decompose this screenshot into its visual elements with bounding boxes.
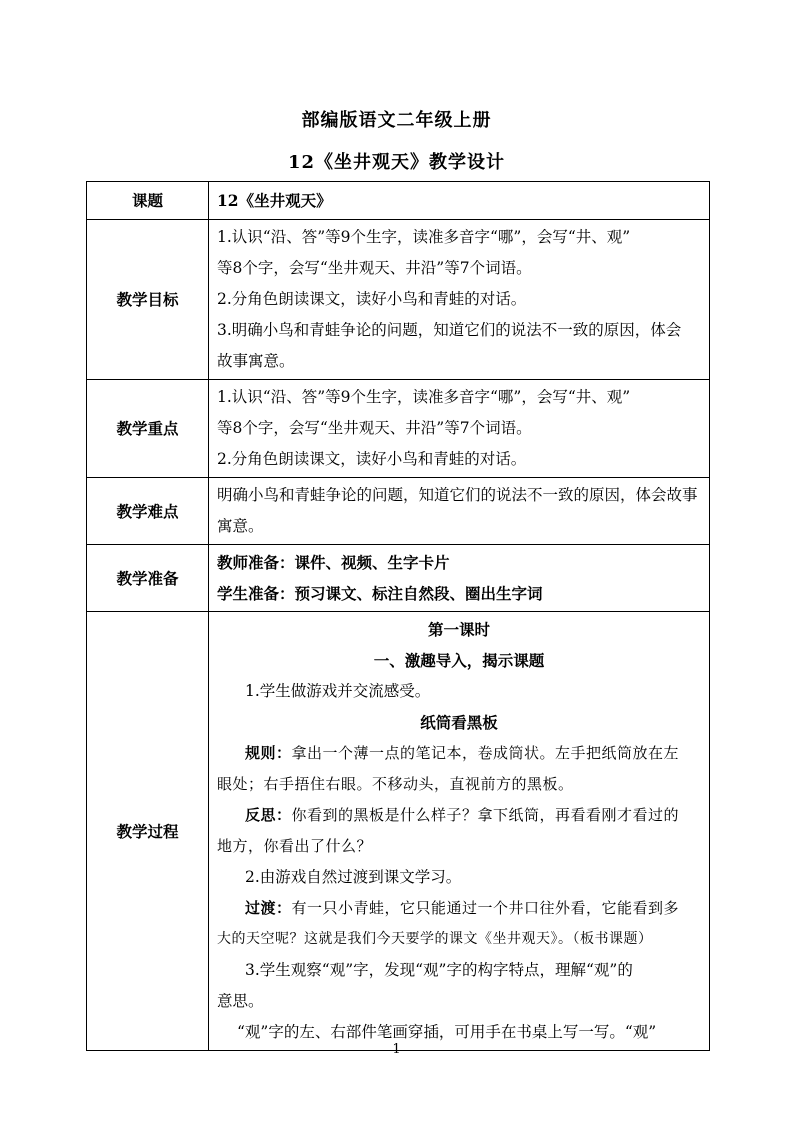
rule-label: 规则： <box>245 744 292 762</box>
rule-line-2: 眼处；右手捂住右眼。不移动头，直视前方的黑板。 <box>217 775 574 793</box>
transition-line <box>217 893 701 924</box>
rule-line <box>217 738 701 769</box>
label-topic: 课题 <box>87 182 209 220</box>
reflect-label: 反思： <box>245 806 292 824</box>
key-points-line: 2.分角色朗读课文，读好小鸟和青蛙的对话。 <box>217 450 527 468</box>
value-goals <box>209 220 710 380</box>
student-prep: 学生准备：预习课文、标注自然段、圈出生字词 <box>217 584 543 603</box>
step-3: 3.学生观察“观”字，发现“观”字的构字特点，理解“观”的 <box>245 961 633 979</box>
value-key-points <box>209 380 710 478</box>
reflect-text: 你看到的黑板是什么样子？拿下纸筒，再看看刚才看过的 <box>291 806 680 824</box>
row-topic <box>87 182 710 220</box>
transition-text: 有一只小青蛙，它只能通过一个井口往外看，它能看到多 <box>291 899 680 917</box>
page-number: 1 <box>392 1042 401 1057</box>
row-key-points <box>87 380 710 478</box>
row-process <box>87 612 710 1051</box>
key-points-line: 等8个字，会写“坐井观天、井沿”等7个词语。 <box>217 419 532 437</box>
goals-line: 3.明确小鸟和青蛙争论的问题，知道它们的说法不一致的原因，体会 <box>217 321 682 339</box>
value-difficulty: 明确小鸟和青蛙争论的问题，知道它们的说法不一致的原因，体会故事寓意。 <box>209 478 710 545</box>
value-process <box>209 612 710 1051</box>
teacher-prep: 教师准备：课件、视频、生字卡片 <box>217 553 450 572</box>
label-prep: 教学准备 <box>87 545 209 612</box>
section-title: 一、激趣导入，揭示课题 <box>373 651 545 670</box>
goals-line: 故事寓意。 <box>217 352 295 370</box>
lesson-title: 12《坐井观天》教学设计 <box>287 152 506 173</box>
game-title: 纸筒看黑板 <box>420 713 498 732</box>
transition-line-2: 大的天空呢？这就是我们今天要学的课文《坐井观天》。（板书课题） <box>217 931 653 947</box>
step-2: 2.由游戏自然过渡到课文学习。 <box>245 868 462 886</box>
goals-line: 等8个字，会写“坐井观天、井沿”等7个词语。 <box>217 259 532 277</box>
step-3-line-2: 意思。 <box>217 992 264 1010</box>
lesson-plan-table <box>86 181 710 1051</box>
label-difficulty: 教学难点 <box>87 478 209 545</box>
rule-text: 拿出一个薄一点的笔记本，卷成筒状。左手把纸筒放在左 <box>291 744 680 762</box>
value-topic: 12《坐井观天》 <box>209 182 710 220</box>
step-3-line-3: “观”字的左、右部件笔画穿插，可用手在书桌上写一写。“观” <box>237 1023 657 1041</box>
row-difficulty <box>87 478 710 545</box>
row-prep <box>87 545 710 612</box>
goals-line: 1.认识“沿、答”等9个生字，读准多音字“哪”，会写“井、观” <box>217 228 631 246</box>
goals-line: 2.分角色朗读课文，读好小鸟和青蛙的对话。 <box>217 290 527 308</box>
row-goals <box>87 220 710 380</box>
label-process: 教学过程 <box>87 612 209 1051</box>
document-title: 部编版语文二年级上册 <box>301 110 492 131</box>
reflect-line-2: 地方，你看出了什么？ <box>217 837 373 855</box>
key-points-line: 1.认识“沿、答”等9个生字，读准多音字“哪”，会写“井、观” <box>217 388 631 406</box>
value-prep <box>209 545 710 612</box>
step-1: 1.学生做游戏并交流感受。 <box>245 682 431 700</box>
lesson-period-title: 第一课时 <box>427 620 490 639</box>
label-goals: 教学目标 <box>87 220 209 380</box>
transition-label: 过渡： <box>245 899 292 917</box>
label-key-points: 教学重点 <box>87 380 209 478</box>
reflect-line <box>217 800 701 831</box>
